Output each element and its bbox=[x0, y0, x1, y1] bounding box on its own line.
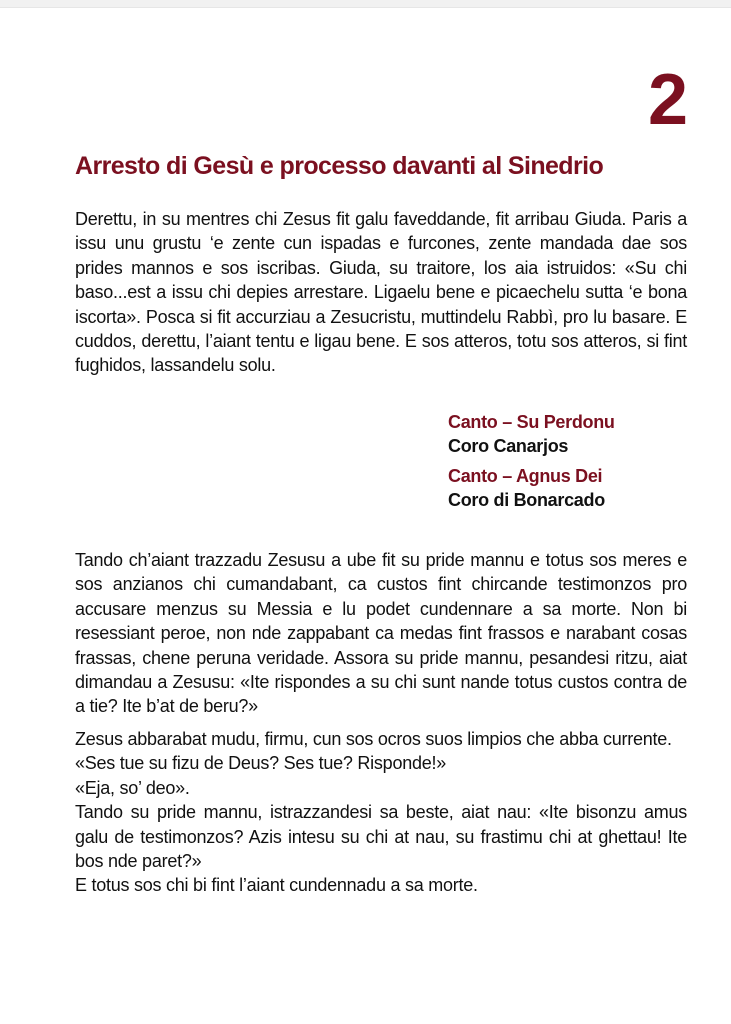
dialogue-line: «Eja, so’ deo». bbox=[75, 777, 190, 798]
narrative-paragraph-sanhedrin: Tando ch’aiant trazzadu Zesusu a ube fit su pride mannu e totus sos meres e sos anzianos chi cumandabant, ca custos fint chircande testimonzos pro accusare menzus su Messia e lu podet cundennare a sa morte. Non bi resessiant peroe, non nde zappabant ca medas fint frassos e narabant cosas frassas, chene peruna veridade. Assora su pride mannu, pesandesi ritzu, aiat dimandau a Zesusu: «Ite rispondes a su chi sunt nande totus custos contra de a tie? Ite b’at de beru?» bbox=[75, 550, 687, 717]
music-entry bbox=[448, 464, 698, 512]
music-entry bbox=[448, 410, 698, 458]
song-title: Canto – Agnus Dei bbox=[448, 466, 603, 486]
dialogue-line: «Ses tue su fizu de Deus? Ses tue? Risponde!» bbox=[75, 753, 446, 774]
section-title: Arresto di Gesù e processo davanti al Sinedrio bbox=[75, 152, 604, 180]
dialogue-line: Zesus abbarabat mudu, firmu, cun sos ocros suos limpios che abba currente. bbox=[75, 729, 672, 749]
choir-name: Coro Canarjos bbox=[448, 436, 569, 456]
dialogue-line: Tando su pride mannu, istrazzandesi sa beste, aiat nau: «Ite bisonzu amus galu de testimonzos? Azis intesu su chi at nau, su frastimu chi at ghettau! Ite bos nde paret?» bbox=[75, 802, 687, 872]
narrative-paragraph-arrest: Derettu, in su mentres chi Zesus fit galu faveddande, fit arribau Giuda. Paris a issu unu grustu ‘e zente cun ispadas e furcones, zente mandada dae sos prides mannos e sos iscribas. Giuda, su traitore, los aia istruidos: «Su chi baso...est a issu chi depies arrestare. Ligaelu bene e picaechelu sutta ‘e bona iscorta». Posca si fit accurziau a Zesucristu, muttindelu Rabbì, pro lu basare. E cuddos, derettu, l’aiant tentu e ligau bene. E sos atteros, totu sos atteros, si fint fughidos, lassandelu solu. bbox=[75, 209, 687, 376]
top-border bbox=[0, 0, 731, 8]
choir-name: Coro di Bonarcado bbox=[448, 490, 605, 510]
song-title: Canto – Su Perdonu bbox=[448, 412, 615, 432]
music-program bbox=[448, 410, 698, 518]
dialogue-line: E totus sos chi bi fint l’aiant cundennadu a sa morte. bbox=[75, 875, 478, 896]
dialogue-block bbox=[75, 727, 687, 898]
page-number: 2 bbox=[647, 60, 687, 140]
